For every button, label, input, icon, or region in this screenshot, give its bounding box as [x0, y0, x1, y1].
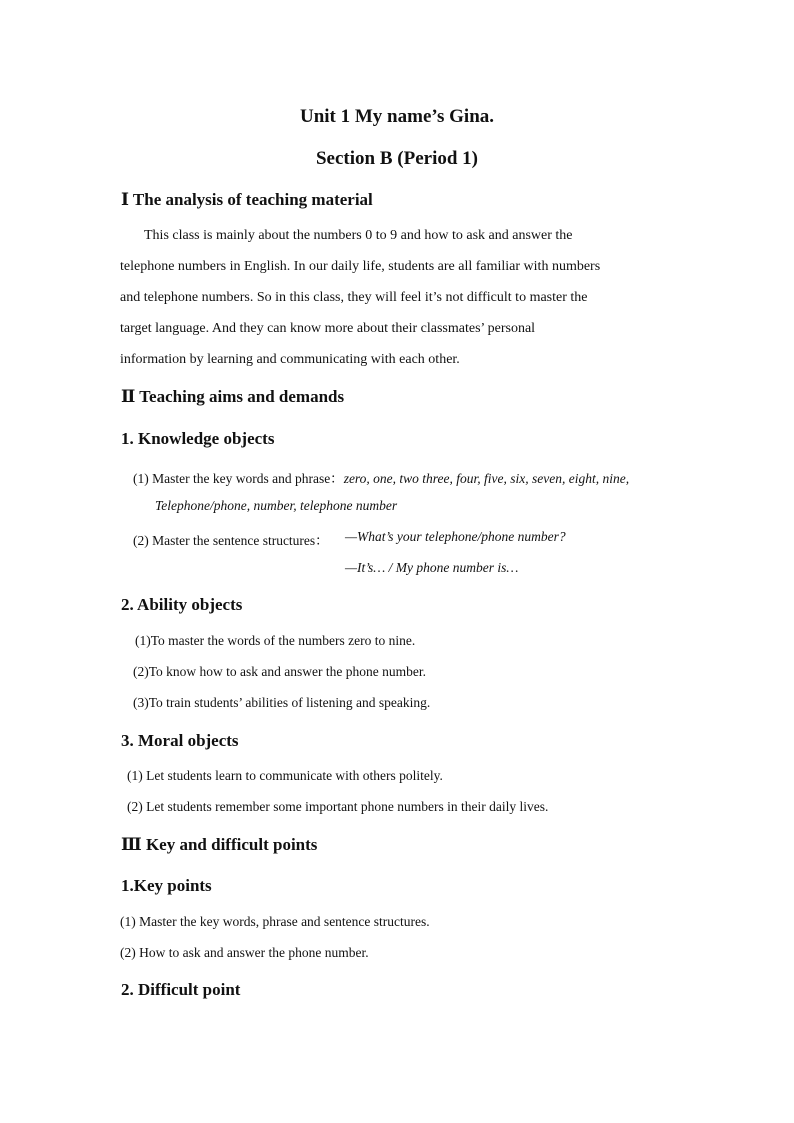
section-1-line-4: target language. And they can know more about their classmates’ personal [120, 321, 536, 336]
moral-item-1: (1) Let students learn to communicate with others politely. [127, 768, 443, 783]
knowledge-item-1-label: (1) Master the key words and phrase： [133, 471, 344, 486]
section-1-line-3: and telephone numbers. So in this class, they will feel it’s not difficult to master the [120, 290, 588, 305]
ability-objects-heading: 2. Ability objects [121, 595, 243, 614]
page-subtitle: Section B (Period 1) [315, 148, 478, 169]
section-1-line-2: telephone numbers in English. In our daily life, students are all familiar with numbers [120, 259, 601, 274]
knowledge-item-1-words: zero, one, two three, four, five, six, seven, eight, nine, [343, 471, 630, 486]
difficult-point-heading: 2. Difficult point [121, 980, 241, 999]
key-point-2: (2) How to ask and answer the phone number. [120, 945, 369, 960]
section-1-heading: Ⅰ The analysis of teaching material [121, 190, 373, 209]
ability-item-2: (2)To know how to ask and answer the phone number. [133, 664, 426, 679]
key-point-1: (1) Master the key words, phrase and sentence structures. [120, 914, 430, 929]
knowledge-item-2-question: —What’s your telephone/phone number? [345, 529, 566, 544]
moral-objects-heading: 3. Moral objects [121, 731, 239, 750]
knowledge-item-2-answer: —It’s… / My phone number is… [345, 560, 519, 575]
key-points-heading: 1.Key points [121, 876, 212, 895]
section-3-heading: Ⅲ Key and difficult points [121, 835, 318, 854]
knowledge-item-2-label: (2) Master the sentence structures： [133, 533, 329, 548]
page-title: Unit 1 My name’s Gina. [299, 106, 495, 127]
moral-item-2: (2) Let students remember some important phone numbers in their daily lives. [127, 799, 549, 814]
knowledge-objects-heading: 1. Knowledge objects [121, 429, 275, 448]
knowledge-item-1-words-cont: Telephone/phone, number, telephone number [155, 498, 398, 513]
ability-item-3: (3)To train students’ abilities of listening and speaking. [133, 695, 431, 710]
section-1-line-1: This class is mainly about the numbers 0 to 9 and how to ask and answer the [144, 228, 573, 243]
section-1-line-5: information by learning and communicating with each other. [120, 352, 460, 367]
section-2-heading: Ⅱ Teaching aims and demands [121, 387, 345, 406]
ability-item-1: (1)To master the words of the numbers zero to nine. [135, 633, 416, 648]
knowledge-item-1 [133, 467, 629, 487]
